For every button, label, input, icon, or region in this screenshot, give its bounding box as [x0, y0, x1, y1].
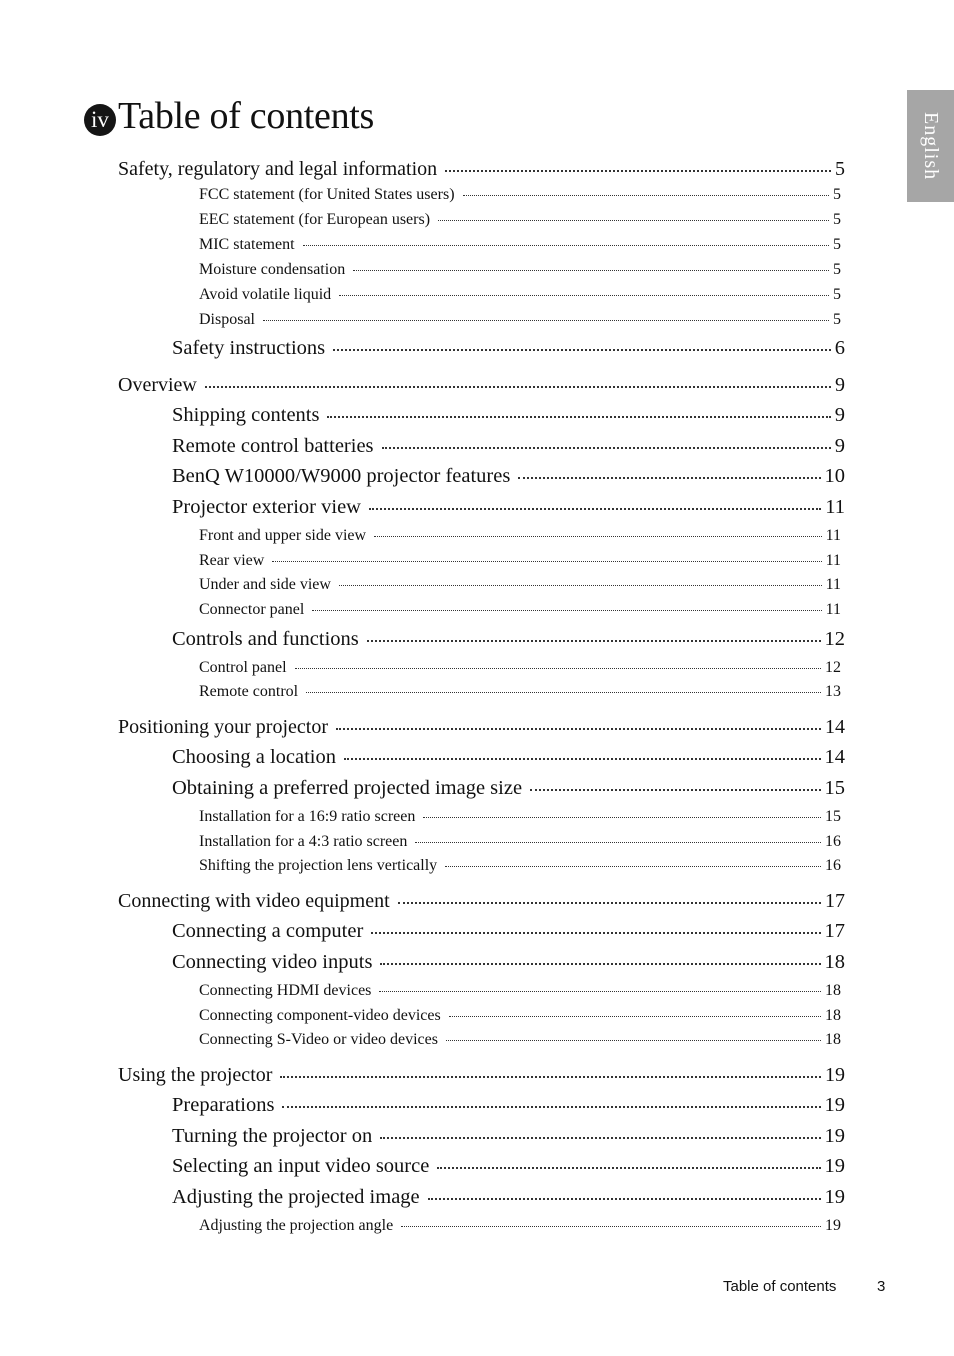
- toc-entry-title: Connecting HDMI devices: [199, 982, 372, 999]
- toc-entry-page-number: 19: [824, 1094, 845, 1116]
- toc-entry-title: Connecting with video equipment: [118, 890, 390, 912]
- dot-leader: [272, 560, 821, 562]
- dot-leader: [339, 584, 822, 586]
- dot-leader: [463, 194, 829, 196]
- toc-entry-page-number: 19: [824, 1186, 845, 1208]
- toc-entry-title: Positioning your projector: [118, 716, 328, 738]
- toc-entry-page-number: 19: [824, 1155, 845, 1177]
- dot-leader: [295, 667, 821, 669]
- dot-leader: [398, 901, 821, 904]
- toc-entry[interactable]: [118, 890, 845, 913]
- toc-entry-page-number: 6: [834, 337, 845, 359]
- toc-entry[interactable]: [172, 628, 845, 651]
- dot-leader: [518, 476, 820, 479]
- toc-entry[interactable]: [172, 1186, 845, 1209]
- toc-entry-title: Remote control batteries: [172, 435, 374, 457]
- toc-entry[interactable]: [118, 158, 845, 181]
- dot-leader: [327, 415, 830, 418]
- toc-entry-page-number: 9: [834, 435, 845, 457]
- toc-entry-page-number: 9: [835, 374, 845, 396]
- toc-entry[interactable]: [172, 465, 845, 488]
- toc-entry[interactable]: [172, 951, 845, 974]
- toc-entry-title: Projector exterior view: [172, 496, 361, 518]
- toc-entry[interactable]: [172, 1155, 845, 1178]
- dot-leader: [263, 319, 829, 321]
- toc-entry[interactable]: [118, 374, 845, 397]
- dot-leader: [306, 691, 821, 693]
- toc-entry[interactable]: [199, 527, 841, 545]
- toc-entry-page-number: 11: [825, 601, 841, 618]
- toc-entry[interactable]: [118, 716, 845, 739]
- toc-entry-title: FCC statement (for United States users): [199, 186, 455, 203]
- toc-entry-title: Selecting an input video source: [172, 1155, 430, 1177]
- toc-entry-title: Using the projector: [118, 1064, 273, 1086]
- toc-entry-title: Shifting the projection lens vertically: [199, 857, 438, 874]
- page-title: Table of contents: [118, 95, 375, 137]
- toc-entry-page-number: 15: [824, 777, 845, 799]
- toc-entry-page-number: 14: [825, 716, 845, 738]
- toc-entry-title: Control panel: [199, 659, 287, 676]
- toc-entry-title: Adjusting the projection angle: [199, 1217, 394, 1234]
- dot-leader: [369, 507, 821, 510]
- toc-entry-title: Disposal: [199, 311, 255, 328]
- toc-entry[interactable]: [199, 982, 841, 1000]
- dot-leader: [282, 1105, 820, 1108]
- toc-entry-title: Adjusting the projected image: [172, 1186, 420, 1208]
- toc-entry[interactable]: [172, 1094, 845, 1117]
- toc-entry[interactable]: [199, 261, 841, 279]
- toc-entry-title: Connecting S-Video or video devices: [199, 1031, 438, 1048]
- toc-entry[interactable]: [172, 777, 845, 800]
- toc-entry-title: Safety instructions: [172, 337, 326, 359]
- toc-entry-page-number: 14: [824, 746, 845, 768]
- toc-entry[interactable]: [172, 496, 845, 519]
- toc-entry[interactable]: [199, 186, 841, 204]
- toc-entry-page-number: 18: [825, 1007, 841, 1024]
- dot-leader: [312, 609, 821, 611]
- toc-entry[interactable]: [199, 311, 841, 329]
- toc-entry-title: Safety, regulatory and legal information: [118, 158, 438, 180]
- dot-leader: [303, 244, 829, 246]
- dot-leader: [336, 727, 821, 730]
- toc-entry-page-number: 11: [825, 576, 841, 593]
- toc-entry-page-number: 5: [833, 286, 841, 303]
- toc-entry-page-number: 12: [825, 659, 841, 676]
- toc-entry-title: Avoid volatile liquid: [199, 286, 332, 303]
- toc-entry[interactable]: [199, 1031, 841, 1049]
- footer-section-title: Table of contents: [723, 1278, 837, 1295]
- dot-leader: [438, 219, 829, 221]
- dot-leader: [446, 1039, 821, 1041]
- toc-entry-title: MIC statement: [199, 236, 295, 253]
- toc-entry-page-number: 12: [824, 628, 845, 650]
- toc-entry-title: Obtaining a preferred projected image size: [172, 777, 523, 799]
- dot-leader: [380, 1136, 820, 1139]
- dot-leader: [445, 169, 831, 172]
- dot-leader: [423, 816, 821, 818]
- toc-entry[interactable]: [199, 833, 841, 851]
- toc-entry[interactable]: [199, 659, 841, 677]
- toc-entry-title: Rear view: [199, 552, 265, 569]
- dot-leader: [530, 788, 820, 791]
- toc-entry[interactable]: [199, 857, 841, 875]
- dot-leader: [353, 269, 829, 271]
- toc-entry-title: Under and side view: [199, 576, 331, 593]
- dot-leader: [445, 865, 821, 867]
- toc-entry-page-number: 19: [824, 1125, 845, 1147]
- language-tab-label: English: [920, 111, 942, 181]
- toc-entry[interactable]: [199, 808, 841, 826]
- toc-entry[interactable]: [172, 404, 845, 427]
- dot-leader: [380, 962, 820, 965]
- toc-entry-title: Remote control: [199, 683, 299, 700]
- toc-entry[interactable]: [199, 576, 841, 594]
- toc-entry-page-number: 18: [824, 951, 845, 973]
- toc-entry-title: Connecting a computer: [172, 920, 364, 942]
- toc-entry-title: Moisture condensation: [199, 261, 346, 278]
- toc-entry-title: Connecting component-video devices: [199, 1007, 441, 1024]
- toc-entry-title: Installation for a 16:9 ratio screen: [199, 808, 416, 825]
- roman-numeral-badge: iv: [84, 104, 116, 136]
- toc-entry-page-number: 17: [824, 920, 845, 942]
- toc-entry-title: Choosing a location: [172, 746, 336, 768]
- toc-entry-title: Turning the projector on: [172, 1125, 373, 1147]
- toc-entry-title: Installation for a 4:3 ratio screen: [199, 833, 408, 850]
- toc-entry-page-number: 11: [825, 552, 841, 569]
- toc-entry-page-number: 15: [825, 808, 841, 825]
- toc-entry[interactable]: [199, 211, 841, 229]
- toc-entry[interactable]: [172, 920, 845, 943]
- toc-entry-page-number: 11: [825, 527, 841, 544]
- toc-entry[interactable]: [199, 552, 841, 570]
- toc-entry-page-number: 10: [824, 465, 845, 487]
- toc-entry[interactable]: [172, 746, 845, 769]
- toc-entry[interactable]: [199, 236, 841, 254]
- dot-leader: [374, 535, 822, 537]
- toc-entry-page-number: 5: [833, 311, 841, 328]
- toc-entry[interactable]: [172, 1125, 845, 1148]
- toc-entry-title: Shipping contents: [172, 404, 320, 426]
- toc-entry-page-number: 5: [835, 158, 845, 180]
- toc-entry-page-number: 11: [825, 496, 845, 518]
- toc-entry-page-number: 5: [833, 236, 841, 253]
- dot-leader: [371, 931, 820, 934]
- toc-entry[interactable]: [199, 1217, 841, 1235]
- dot-leader: [437, 1166, 820, 1169]
- toc-entry-title: BenQ W10000/W9000 projector features: [172, 465, 511, 487]
- dot-leader: [333, 348, 831, 351]
- dot-leader: [401, 1225, 821, 1227]
- toc-entry[interactable]: [199, 286, 841, 304]
- toc-entry-page-number: 18: [825, 982, 841, 999]
- dot-leader: [379, 990, 821, 992]
- toc-entry-page-number: 9: [834, 404, 845, 426]
- toc-entry-title: Overview: [118, 374, 197, 396]
- toc-entry-page-number: 19: [825, 1064, 845, 1086]
- toc-entry-title: Connector panel: [199, 601, 305, 618]
- dot-leader: [344, 757, 821, 760]
- toc-entry[interactable]: [199, 1007, 841, 1025]
- toc-entry-page-number: 5: [833, 261, 841, 278]
- toc-entry[interactable]: [199, 683, 841, 701]
- toc-entry-page-number: 16: [825, 833, 841, 850]
- toc-entry[interactable]: [172, 435, 845, 458]
- toc-entry-title: Front and upper side view: [199, 527, 367, 544]
- dot-leader: [449, 1015, 821, 1017]
- toc-entry-page-number: 18: [825, 1031, 841, 1048]
- toc-entry[interactable]: [118, 1064, 845, 1087]
- toc-entry-page-number: 16: [825, 857, 841, 874]
- dot-leader: [339, 294, 829, 296]
- toc-entry-page-number: 13: [825, 683, 841, 700]
- toc-entry-page-number: 19: [825, 1217, 841, 1234]
- toc-entry[interactable]: [199, 601, 841, 619]
- dot-leader: [428, 1197, 821, 1200]
- dot-leader: [280, 1075, 821, 1078]
- toc-entry-title: EEC statement (for European users): [199, 211, 431, 228]
- toc-entry[interactable]: [172, 337, 845, 360]
- toc-entry-title: Preparations: [172, 1094, 275, 1116]
- toc-entry-title: Controls and functions: [172, 628, 359, 650]
- dot-leader: [205, 385, 831, 388]
- toc-entry-page-number: 5: [833, 211, 841, 228]
- toc-entry-title: Connecting video inputs: [172, 951, 373, 973]
- toc-entry-page-number: 5: [833, 186, 841, 203]
- dot-leader: [367, 639, 821, 642]
- dot-leader: [415, 841, 821, 843]
- footer-page-number: 3: [877, 1278, 886, 1295]
- toc-entry-page-number: 17: [825, 890, 845, 912]
- dot-leader: [382, 446, 831, 449]
